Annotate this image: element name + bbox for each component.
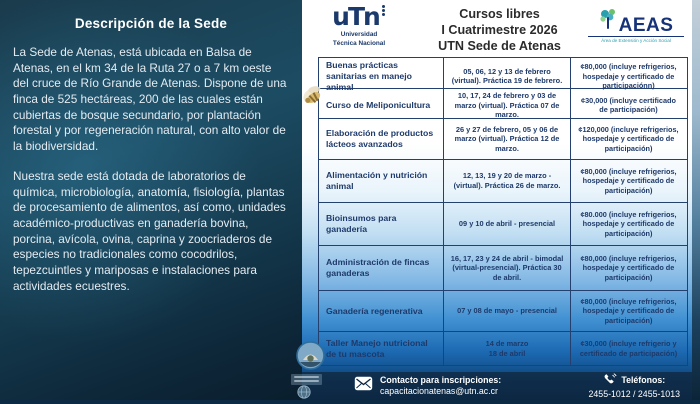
table-row [319,58,687,92]
table-row [319,332,687,365]
sede-description-panel [0,0,302,400]
course-dates-cell: 16, 17, 23 y 24 de abril - bimodal (virtual-presencial). Práctica 30 de abril. [443,246,570,290]
aeas-logo-text: AEAS [618,15,674,36]
course-price-cell: ¢80,000 (incluye refrigerios, hospedaje y certificado de participación) [570,246,686,290]
sede-title: Descripción de la Sede [74,16,228,31]
table-row [319,203,687,246]
flyer-footer [302,372,692,400]
globe-icon [297,385,311,404]
course-name-cell: Elaboración de productos lácteos avanzados [326,128,434,149]
utn-logo-wordmark-line2: Técnica Nacional [332,39,386,47]
phones-value: 2455-1012 / 2455-1013 [588,388,680,399]
flyer-title-line3: UTN Sede de Atenas [438,39,561,54]
course-name-cell: Bioinsumos para ganadería [326,213,397,234]
courses-flyer [302,0,692,400]
envelope-icon [354,376,373,396]
course-dates-cell: 05, 06, 12 y 13 de febrero (virtual). Práctica 19 de febrero. [443,58,570,95]
course-name-cell: Curso de Meliponicultura [326,100,431,110]
course-price-cell: ¢80.000 (incluye refrigerios, hospedaje y certificado de participación) [570,203,686,245]
aeas-logo-tagline: Área de Extensión y Acción Social [588,36,684,43]
bee-icon [297,80,327,110]
course-price-cell: ¢30,000 (incluye refrigerio y certificado de participación) [570,332,686,365]
sede-paragraph-2: Nuestra sede está dotada de laboratorios de química, microbiología, anatomía, fisiología, plantas de procesamiento de alimentos, así como, unidades académico-productivas en ganadería bovina, porcina, avícola, ovina, caprina y zoocriaderos de especies no tradicionales como cocodrilos, tepezcuintles y mariposas e instalaciones para actividades ecuestres. [13,168,286,293]
course-name-cell: Alimentación y nutrición animal [326,170,428,191]
pet-photo-icon [296,341,325,370]
course-dates-cell: 26 y 27 de febrero, 05 y 06 de marzo (virtual). Práctica 12 de marzo. [443,119,570,159]
aeas-tree-icon [599,8,619,35]
phones-group [589,373,680,400]
course-name-cell: Ganadería regenerativa [326,305,423,316]
utn-logo-wordmark-line1: Universidad [340,31,378,38]
flyer-title-line1: Cursos libres [459,7,540,21]
sede-paragraph-1: La Sede de Atenas, está ubicada en Balsa de Atenas, en el km 34 de la Ruta 27 o a 7 km oeste del cruce de Río Grande de Atenas. Dispone de una finca de 525 hectáreas, 200 de las cuales están cubiertas de bosque secundario, por plantación forestal y por regeneración natural, con alto valor de la biodiversidad. [13,45,287,154]
course-name-cell: Buenas prácticas sanitarias en manejo animal [326,60,412,92]
course-price-cell: ¢120,000 (incluye refrigerios, hospedaje y certificado de participación) [570,119,686,159]
course-price-cell: ¢80,000 (incluye refrigerios, hospedaje y certificado de participaciónn) [570,58,686,95]
aeas-logo [588,8,684,43]
course-price-cell: ¢80,000 (incluye refrigerios, hospedaje y certificado de participación) [570,160,686,202]
phone-icon [603,373,621,389]
course-dates-cell: 12, 13, 19 y 20 de marzo - (virtual). Práctica 26 de marzo. [443,160,570,202]
utn-logo [314,4,404,47]
background-edge-strip [692,0,700,400]
course-name-cell: Taller Manejo nutricional de tu mascota [326,337,428,359]
flyer-title [417,6,582,54]
contact-email[interactable]: capacitacionatenas@utn.ac.cr [380,386,498,396]
contact-label: Contacto para inscripciones: [380,375,502,386]
course-dates-cell: 09 y 10 de abril - presencial [443,203,570,245]
flyer-header [302,0,692,57]
course-dates-cell: 14 de marzo 18 de abril [443,332,570,365]
phones-label: Teléfonos: [621,375,666,386]
courses-table [318,57,688,366]
table-row [319,160,687,203]
contact-group [354,375,501,397]
table-row [319,246,687,291]
flyer-title-line2: I Cuatrimestre 2026 [441,23,558,38]
energy-emblem [291,374,322,385]
table-row [319,291,687,332]
course-dates-cell: 07 y 08 de mayo - presencial [443,291,570,331]
utn-logo-dots-icon [381,4,386,17]
course-dates-cell: 10, 17, 24 de febrero y 03 de marzo (virtual). Práctica 07 de marzo. [443,89,570,122]
course-name-cell: Administración de fincas ganaderas [326,257,430,278]
course-price-cell: ¢80,000 (incluye refrigerios, hospedaje y certificado de participación) [570,291,686,331]
course-price-cell: ¢30,000 (incluye certificado de participación) [570,89,686,122]
utn-logo-mark: uTn [332,2,379,31]
table-row [319,89,687,119]
table-row [319,119,687,160]
